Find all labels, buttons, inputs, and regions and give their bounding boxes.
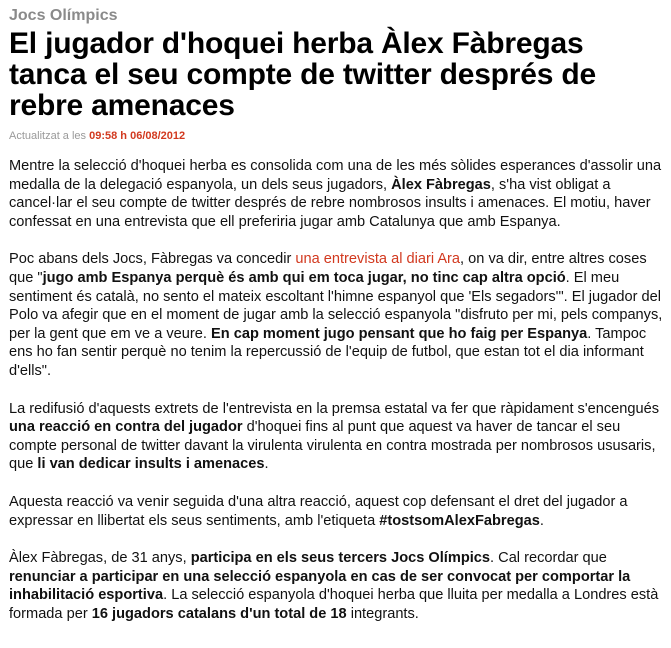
bold-text: li van dedicar insults i amenaces	[37, 456, 265, 473]
bold-text: jugo amb Espanya perquè és amb qui em toca jugar, no tinc cap altra opció	[42, 269, 566, 286]
paragraph-4	[9, 493, 663, 530]
text-span: , s'ha vist obligat a cancel·lar el seu compte de twitter després de rebre nombrosos insults i amenaces. El motiu, haver confessat en una entrevista que ell preferiria jugar amb Catalunya que amb Espanya.	[9, 176, 651, 230]
text-span: d'hoquei fins al punt que aquest va haver de tancar el seu compte personal de twitter davant la virulenta virulenta en contra mostrada per nombrosos ususaris, que	[9, 419, 656, 473]
ara-interview-link[interactable]: una entrevista al diari Ara	[295, 251, 461, 268]
text-span: . Tampoc ens ho fan sentir perquè no tenim la repercussió de l'equip de futbol, que estan tot el dia informant d'ells".	[9, 325, 647, 379]
text-span: .	[539, 512, 544, 529]
article-body	[9, 157, 663, 623]
bold-text: Àlex Fàbregas	[391, 176, 491, 193]
article-meta	[9, 129, 663, 143]
paragraph-5	[9, 549, 663, 623]
bold-text: participa en els seus tercers Jocs Olímpics	[190, 550, 491, 567]
text-span: . El meu sentiment és català, no sento el mateix escoltant l'himne espanyol que 'Els segadors'". El jugador del Polo va afegir que en el moment de jugar amb la selecció espanyola "disfruto per mi, pels companys, per la gent que em ve a veure.	[9, 269, 663, 342]
updated-label: Actualitzat a les	[9, 130, 87, 142]
bold-text: una reacció en contra del jugador	[9, 419, 243, 436]
updated-date: 06/08/2012	[130, 130, 186, 142]
bold-text: En cap moment jugo pensant que ho faig per Espanya	[211, 325, 588, 342]
text-span: Mentre la selecció d'hoquei herba es consolida com una de les més sòlides esperances d'assolir una medalla de la delegació espanyola, un dels seus jugadors,	[9, 158, 662, 193]
article-headline: El jugador d'hoquei herba Àlex Fàbregas tanca el seu compte de twitter després de rebre amenaces	[9, 27, 596, 122]
hashtag: #tostsomAlexFabregas	[379, 512, 540, 529]
text-span: Àlex Fàbregas, de 31 anys,	[9, 550, 191, 567]
bold-text: 16 jugadors catalans d'un total de 18	[91, 605, 347, 622]
updated-time: 09:58 h	[89, 130, 128, 142]
text-span: La redifusió d'aquests extrets de l'entrevista en la premsa estatal va fer que ràpidament s'encengués	[9, 400, 660, 417]
text-span: . Cal recordar que	[490, 550, 607, 567]
paragraph-2	[9, 250, 663, 380]
section-kicker[interactable]: Jocs Olímpics	[9, 7, 118, 24]
text-span: , on va dir, entre altres coses que "	[9, 251, 647, 286]
text-span: . La selecció espanyola d'hoquei herba que lluita per medalla a Londres està formada per	[9, 587, 659, 622]
text-span: Aquesta reacció va venir seguida d'una altra reacció, aquest cop defensant el dret del jugador a expressar en llibertat els seus sentiments, amb l'etiqueta	[9, 493, 628, 529]
paragraph-1	[9, 157, 663, 231]
paragraph-3	[9, 400, 663, 474]
text-span: integrants.	[346, 605, 419, 622]
text-span: .	[264, 456, 269, 473]
bold-text: renunciar a participar en una selecció espanyola en cas de ser convocat per comportar la inhabilitació esportiva	[9, 568, 631, 604]
text-span: Poc abans dels Jocs, Fàbregas va concedir	[9, 251, 296, 268]
